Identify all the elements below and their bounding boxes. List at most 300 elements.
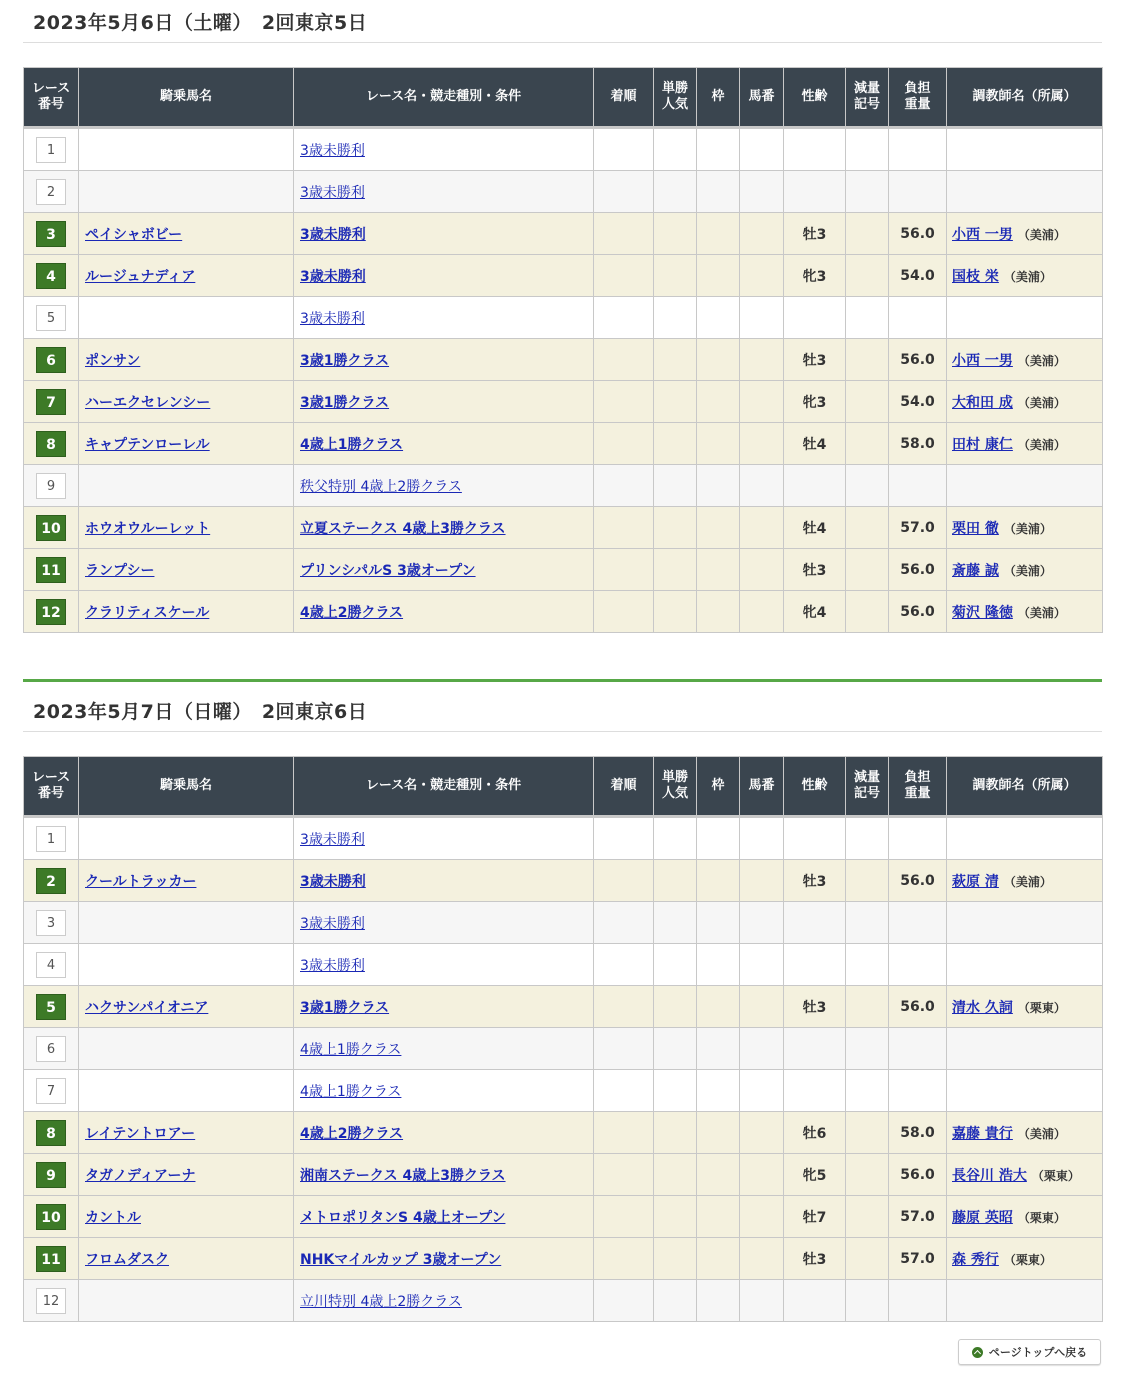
horse-name-cell (79, 1070, 294, 1112)
race-name-cell (294, 1196, 594, 1238)
carried-weight-cell: 56.0 (889, 213, 947, 255)
horse-number-cell (740, 591, 784, 633)
odds-popularity-cell (654, 860, 697, 902)
column-header-label: レース名・競走種別・条件 (365, 778, 522, 793)
table-row (24, 1112, 1103, 1154)
horse-name-link[interactable]: レイテントロアー (85, 1125, 196, 1142)
race-name-link[interactable]: 3歳1勝クラス (300, 394, 390, 411)
odds-popularity-cell (654, 1112, 697, 1154)
finish-cell (594, 381, 654, 423)
horse-name-link[interactable]: ハクサンパイオニア (85, 999, 209, 1016)
finish-cell (594, 1280, 654, 1322)
weight-reduction-cell (846, 507, 889, 549)
column-header (594, 68, 654, 128)
race-name-link[interactable]: 3歳1勝クラス (300, 999, 390, 1016)
day-title: 2023年5月6日（土曜） 2回東京5日 (23, 4, 1102, 43)
race-name-link[interactable]: 3歳未勝利 (300, 915, 365, 932)
race-name-cell (294, 860, 594, 902)
race-number-badge: 11 (36, 1246, 66, 1272)
trainer-affiliation: （栗東） (1031, 1168, 1080, 1183)
sex-age-cell (784, 944, 846, 986)
trainer-link[interactable]: 小西 一男 (952, 226, 1013, 243)
race-number-badge: 3 (36, 910, 66, 936)
finish-cell (594, 1196, 654, 1238)
carried-weight-cell (889, 1280, 947, 1322)
trainer-cell (947, 255, 1103, 297)
sex-age-cell: 牡3 (784, 549, 846, 591)
column-header (654, 68, 697, 128)
odds-popularity-cell (654, 591, 697, 633)
frame-cell (697, 860, 740, 902)
race-number-badge: 1 (36, 137, 66, 163)
horse-name-cell (79, 339, 294, 381)
trainer-cell (947, 1280, 1103, 1322)
horse-name-link[interactable]: ポンサン (85, 352, 141, 369)
weight-reduction-cell (846, 1112, 889, 1154)
sex-age-cell: 牡3 (784, 213, 846, 255)
finish-cell (594, 1154, 654, 1196)
horse-number-cell (740, 944, 784, 986)
race-name-link[interactable]: 秩父特別 4歳上2勝クラス (300, 478, 462, 495)
horse-name-cell (79, 255, 294, 297)
column-header-label: 記号 (853, 97, 880, 112)
race-number-badge: 10 (36, 515, 66, 541)
sex-age-cell (784, 817, 846, 860)
finish-cell (594, 549, 654, 591)
column-header-label: 負担 (904, 770, 931, 785)
race-number-cell (24, 339, 79, 381)
table-row (24, 1196, 1103, 1238)
column-header-label: 騎乗馬名 (159, 778, 212, 793)
weight-reduction-cell (846, 1238, 889, 1280)
carried-weight-cell: 56.0 (889, 549, 947, 591)
weight-reduction-cell (846, 1154, 889, 1196)
race-name-cell (294, 986, 594, 1028)
column-header (846, 757, 889, 817)
horse-name-link[interactable]: ペイシャボビー (85, 226, 183, 243)
horse-number-cell (740, 128, 784, 171)
horse-name-cell (79, 944, 294, 986)
race-name-cell (294, 128, 594, 171)
horse-number-cell (740, 1280, 784, 1322)
carried-weight-cell (889, 1028, 947, 1070)
carried-weight-cell (889, 944, 947, 986)
trainer-affiliation: （美浦） (1017, 227, 1066, 242)
finish-cell (594, 1238, 654, 1280)
column-header (594, 757, 654, 817)
weight-reduction-cell (846, 255, 889, 297)
horse-name-cell (79, 171, 294, 213)
carried-weight-cell: 54.0 (889, 255, 947, 297)
odds-popularity-cell (654, 128, 697, 171)
column-header-label: 馬番 (748, 778, 775, 793)
race-name-cell (294, 549, 594, 591)
race-number-cell (24, 255, 79, 297)
trainer-link[interactable]: 小西 一男 (952, 352, 1013, 369)
race-number-cell (24, 944, 79, 986)
trainer-affiliation: （美浦） (1017, 605, 1066, 620)
race-name-link[interactable]: 立川特別 4歳上2勝クラス (300, 1293, 462, 1310)
odds-popularity-cell (654, 817, 697, 860)
column-header-label: レース (31, 81, 71, 96)
table-row (24, 817, 1103, 860)
weight-reduction-cell (846, 465, 889, 507)
finish-cell (594, 860, 654, 902)
table-row (24, 128, 1103, 171)
horse-number-cell (740, 1238, 784, 1280)
column-header (846, 68, 889, 128)
race-name-link[interactable]: 3歳未勝利 (300, 873, 366, 890)
trainer-cell (947, 1112, 1103, 1154)
trainer-affiliation: （美浦） (1003, 521, 1052, 536)
race-name-cell (294, 1028, 594, 1070)
table-row (24, 591, 1103, 633)
horse-name-cell (79, 1238, 294, 1280)
race-name-cell (294, 465, 594, 507)
odds-popularity-cell (654, 381, 697, 423)
trainer-link[interactable]: 大和田 成 (952, 394, 1013, 411)
frame-cell (697, 297, 740, 339)
race-table (23, 67, 1103, 633)
trainer-link[interactable]: 田村 康仁 (952, 436, 1013, 453)
race-number-cell (24, 986, 79, 1028)
finish-cell (594, 507, 654, 549)
race-name-link[interactable]: 湘南ステークス 4歳上3勝クラス (300, 1167, 506, 1184)
table-row (24, 1154, 1103, 1196)
horse-number-cell (740, 171, 784, 213)
weight-reduction-cell (846, 591, 889, 633)
sex-age-cell (784, 902, 846, 944)
header-row (24, 757, 1103, 817)
trainer-link[interactable]: 嘉藤 貴行 (952, 1125, 1013, 1142)
race-table (23, 756, 1103, 1322)
horse-name-link[interactable]: フロムダスク (85, 1251, 169, 1268)
race-name-link[interactable]: 3歳未勝利 (300, 268, 366, 285)
odds-popularity-cell (654, 902, 697, 944)
odds-popularity-cell (654, 465, 697, 507)
race-name-cell (294, 171, 594, 213)
finish-cell (594, 297, 654, 339)
race-number-badge: 12 (36, 599, 66, 625)
column-header (784, 68, 846, 128)
horse-name-cell (79, 860, 294, 902)
frame-cell (697, 1070, 740, 1112)
horse-name-link[interactable]: ハーエクセレンシー (85, 394, 211, 411)
race-name-link[interactable]: プリンシパルS 3歳オープン (300, 562, 476, 579)
table-row (24, 339, 1103, 381)
horse-number-cell (740, 549, 784, 591)
carried-weight-cell (889, 297, 947, 339)
column-header-label: 重量 (904, 786, 931, 801)
race-number-badge: 1 (36, 826, 66, 852)
horse-name-cell (79, 902, 294, 944)
table-row (24, 297, 1103, 339)
race-name-cell (294, 1280, 594, 1322)
race-number-badge: 7 (36, 1078, 66, 1104)
odds-popularity-cell (654, 944, 697, 986)
trainer-cell (947, 465, 1103, 507)
race-number-badge: 10 (36, 1204, 66, 1230)
finish-cell (594, 213, 654, 255)
table-row (24, 1028, 1103, 1070)
horse-name-link[interactable]: クラリティスケール (85, 604, 210, 621)
odds-popularity-cell (654, 213, 697, 255)
frame-cell (697, 381, 740, 423)
race-name-link[interactable]: 3歳未勝利 (300, 184, 365, 201)
finish-cell (594, 817, 654, 860)
page-top-button[interactable] (958, 1339, 1101, 1365)
frame-cell (697, 128, 740, 171)
trainer-link[interactable]: 長谷川 浩大 (952, 1167, 1027, 1184)
carried-weight-cell: 58.0 (889, 423, 947, 465)
trainer-affiliation: （美浦） (1017, 1126, 1066, 1141)
race-name-cell (294, 591, 594, 633)
trainer-affiliation: （栗東） (1017, 1210, 1066, 1225)
odds-popularity-cell (654, 986, 697, 1028)
trainer-cell (947, 1154, 1103, 1196)
page-top-label: ページトップへ戻る (988, 1346, 1088, 1359)
race-name-cell (294, 339, 594, 381)
table-row (24, 986, 1103, 1028)
column-header (697, 68, 740, 128)
horse-name-link[interactable]: ルージュナディア (85, 268, 196, 285)
carried-weight-cell: 56.0 (889, 591, 947, 633)
frame-cell (697, 339, 740, 381)
race-number-cell (24, 507, 79, 549)
race-name-link[interactable]: 4歳上2勝クラス (300, 604, 404, 621)
carried-weight-cell (889, 902, 947, 944)
trainer-link[interactable]: 国枝 栄 (952, 268, 999, 285)
horse-number-cell (740, 423, 784, 465)
odds-popularity-cell (654, 1280, 697, 1322)
frame-cell (697, 255, 740, 297)
race-number-cell (24, 817, 79, 860)
trainer-link[interactable]: 萩原 清 (952, 873, 999, 890)
sex-age-cell (784, 297, 846, 339)
column-header-label: 騎乗馬名 (159, 89, 212, 104)
trainer-affiliation: （栗東） (1017, 1000, 1066, 1015)
race-name-link[interactable]: 4歳上1勝クラス (300, 1041, 402, 1058)
race-name-cell (294, 381, 594, 423)
trainer-link[interactable]: 清水 久詞 (952, 999, 1013, 1016)
horse-name-link[interactable]: ランプシー (85, 562, 155, 579)
trainer-link[interactable]: 斎藤 誠 (952, 562, 999, 579)
horse-number-cell (740, 1196, 784, 1238)
trainer-cell (947, 1238, 1103, 1280)
carried-weight-cell (889, 817, 947, 860)
column-header-label: 枠 (711, 778, 725, 793)
odds-popularity-cell (654, 1154, 697, 1196)
horse-name-cell (79, 817, 294, 860)
frame-cell (697, 1238, 740, 1280)
horse-number-cell (740, 255, 784, 297)
trainer-cell (947, 860, 1103, 902)
race-name-link[interactable]: NHKマイルカップ 3歳オープン (300, 1251, 502, 1268)
odds-popularity-cell (654, 507, 697, 549)
table-row (24, 1238, 1103, 1280)
weight-reduction-cell (846, 423, 889, 465)
table-row (24, 1280, 1103, 1322)
horse-number-cell (740, 339, 784, 381)
column-header-label: 番号 (37, 97, 64, 112)
race-name-link[interactable]: 3歳未勝利 (300, 226, 366, 243)
trainer-link[interactable]: 森 秀行 (952, 1251, 999, 1268)
trainer-affiliation: （美浦） (1003, 874, 1052, 889)
trainer-cell (947, 1196, 1103, 1238)
day-title: 2023年5月7日（日曜） 2回東京6日 (23, 693, 1102, 732)
carried-weight-cell: 54.0 (889, 381, 947, 423)
column-header (294, 757, 594, 817)
table-row (24, 549, 1103, 591)
carried-weight-cell: 57.0 (889, 1196, 947, 1238)
finish-cell (594, 902, 654, 944)
horse-name-link[interactable]: カントル (85, 1209, 141, 1226)
race-number-cell (24, 423, 79, 465)
race-name-link[interactable]: 4歳上1勝クラス (300, 1083, 402, 1100)
sex-age-cell: 牝3 (784, 255, 846, 297)
horse-name-link[interactable]: クールトラッカー (85, 873, 197, 890)
race-name-link[interactable]: 3歳未勝利 (300, 310, 365, 327)
column-header (889, 757, 947, 817)
carried-weight-cell: 56.0 (889, 986, 947, 1028)
column-header-label: 減量 (853, 770, 880, 785)
race-number-cell (24, 1280, 79, 1322)
race-number-cell (24, 1196, 79, 1238)
horse-name-cell (79, 1154, 294, 1196)
frame-cell (697, 213, 740, 255)
race-name-link[interactable]: 4歳上1勝クラス (300, 436, 404, 453)
column-header-label: 番号 (37, 786, 64, 801)
horse-number-cell (740, 297, 784, 339)
horse-number-cell (740, 507, 784, 549)
trainer-cell (947, 1070, 1103, 1112)
frame-cell (697, 549, 740, 591)
race-number-badge: 3 (36, 221, 66, 247)
race-name-cell (294, 944, 594, 986)
weight-reduction-cell (846, 381, 889, 423)
odds-popularity-cell (654, 1238, 697, 1280)
horse-number-cell (740, 213, 784, 255)
weight-reduction-cell (846, 1196, 889, 1238)
trainer-cell (947, 339, 1103, 381)
odds-popularity-cell (654, 339, 697, 381)
horse-name-link[interactable]: キャプテンローレル (85, 436, 210, 453)
trainer-affiliation: （美浦） (1017, 395, 1066, 410)
trainer-link[interactable]: 菊沢 隆徳 (952, 604, 1013, 621)
column-header (294, 68, 594, 128)
race-name-link[interactable]: 3歳未勝利 (300, 957, 365, 974)
carried-weight-cell (889, 171, 947, 213)
trainer-cell (947, 213, 1103, 255)
column-header (740, 68, 784, 128)
odds-popularity-cell (654, 255, 697, 297)
frame-cell (697, 1280, 740, 1322)
weight-reduction-cell (846, 128, 889, 171)
finish-cell (594, 591, 654, 633)
finish-cell (594, 423, 654, 465)
finish-cell (594, 1070, 654, 1112)
race-name-cell (294, 1154, 594, 1196)
race-name-link[interactable]: メトロポリタンS 4歳上オープン (300, 1209, 506, 1226)
column-header-label: 調教師名（所属） (972, 89, 1077, 104)
trainer-link[interactable]: 藤原 英昭 (952, 1209, 1013, 1226)
race-number-cell (24, 1070, 79, 1112)
horse-name-cell (79, 1112, 294, 1154)
sex-age-cell: 牡6 (784, 1112, 846, 1154)
trainer-cell (947, 944, 1103, 986)
weight-reduction-cell (846, 297, 889, 339)
horse-name-cell (79, 1028, 294, 1070)
horse-number-cell (740, 1070, 784, 1112)
trainer-link[interactable]: 栗田 徹 (952, 520, 999, 537)
trainer-cell (947, 986, 1103, 1028)
race-number-badge: 2 (36, 868, 66, 894)
trainer-cell (947, 128, 1103, 171)
column-header-label: 枠 (711, 89, 725, 104)
horse-number-cell (740, 986, 784, 1028)
column-header-label: 負担 (904, 81, 931, 96)
sex-age-cell: 牝4 (784, 591, 846, 633)
race-number-badge: 5 (36, 994, 66, 1020)
horse-number-cell (740, 381, 784, 423)
sex-age-cell: 牡7 (784, 1196, 846, 1238)
odds-popularity-cell (654, 1196, 697, 1238)
header-row (24, 68, 1103, 128)
race-number-cell (24, 297, 79, 339)
horse-name-cell (79, 1196, 294, 1238)
carried-weight-cell (889, 465, 947, 507)
odds-popularity-cell (654, 423, 697, 465)
table-row (24, 423, 1103, 465)
trainer-affiliation: （栗東） (1003, 1252, 1052, 1267)
race-number-cell (24, 465, 79, 507)
column-header-label: 性齢 (801, 89, 828, 104)
horse-name-cell (79, 591, 294, 633)
carried-weight-cell (889, 1070, 947, 1112)
finish-cell (594, 986, 654, 1028)
race-number-badge: 11 (36, 557, 66, 583)
race-name-link[interactable]: 4歳上2勝クラス (300, 1125, 404, 1142)
column-header-label: 人気 (661, 786, 688, 801)
race-name-link[interactable]: 3歳未勝利 (300, 142, 365, 159)
column-header-label: レース (31, 770, 71, 785)
sex-age-cell (784, 128, 846, 171)
race-name-link[interactable]: 立夏ステークス 4歳上3勝クラス (300, 520, 506, 537)
horse-name-cell (79, 549, 294, 591)
trainer-cell (947, 381, 1103, 423)
weight-reduction-cell (846, 171, 889, 213)
race-name-link[interactable]: 3歳未勝利 (300, 831, 365, 848)
table-row (24, 171, 1103, 213)
race-name-cell (294, 1238, 594, 1280)
trainer-cell (947, 297, 1103, 339)
horse-name-cell (79, 128, 294, 171)
trainer-affiliation: （美浦） (1017, 437, 1066, 452)
odds-popularity-cell (654, 171, 697, 213)
race-name-link[interactable]: 3歳1勝クラス (300, 352, 390, 369)
horse-name-link[interactable]: タガノディアーナ (85, 1167, 196, 1184)
race-name-cell (294, 1070, 594, 1112)
frame-cell (697, 1112, 740, 1154)
column-header (889, 68, 947, 128)
race-number-cell (24, 1112, 79, 1154)
column-header (740, 757, 784, 817)
horse-number-cell (740, 465, 784, 507)
table-row (24, 902, 1103, 944)
table-row (24, 944, 1103, 986)
column-header (654, 757, 697, 817)
horse-name-link[interactable]: ホウオウルーレット (85, 520, 211, 537)
